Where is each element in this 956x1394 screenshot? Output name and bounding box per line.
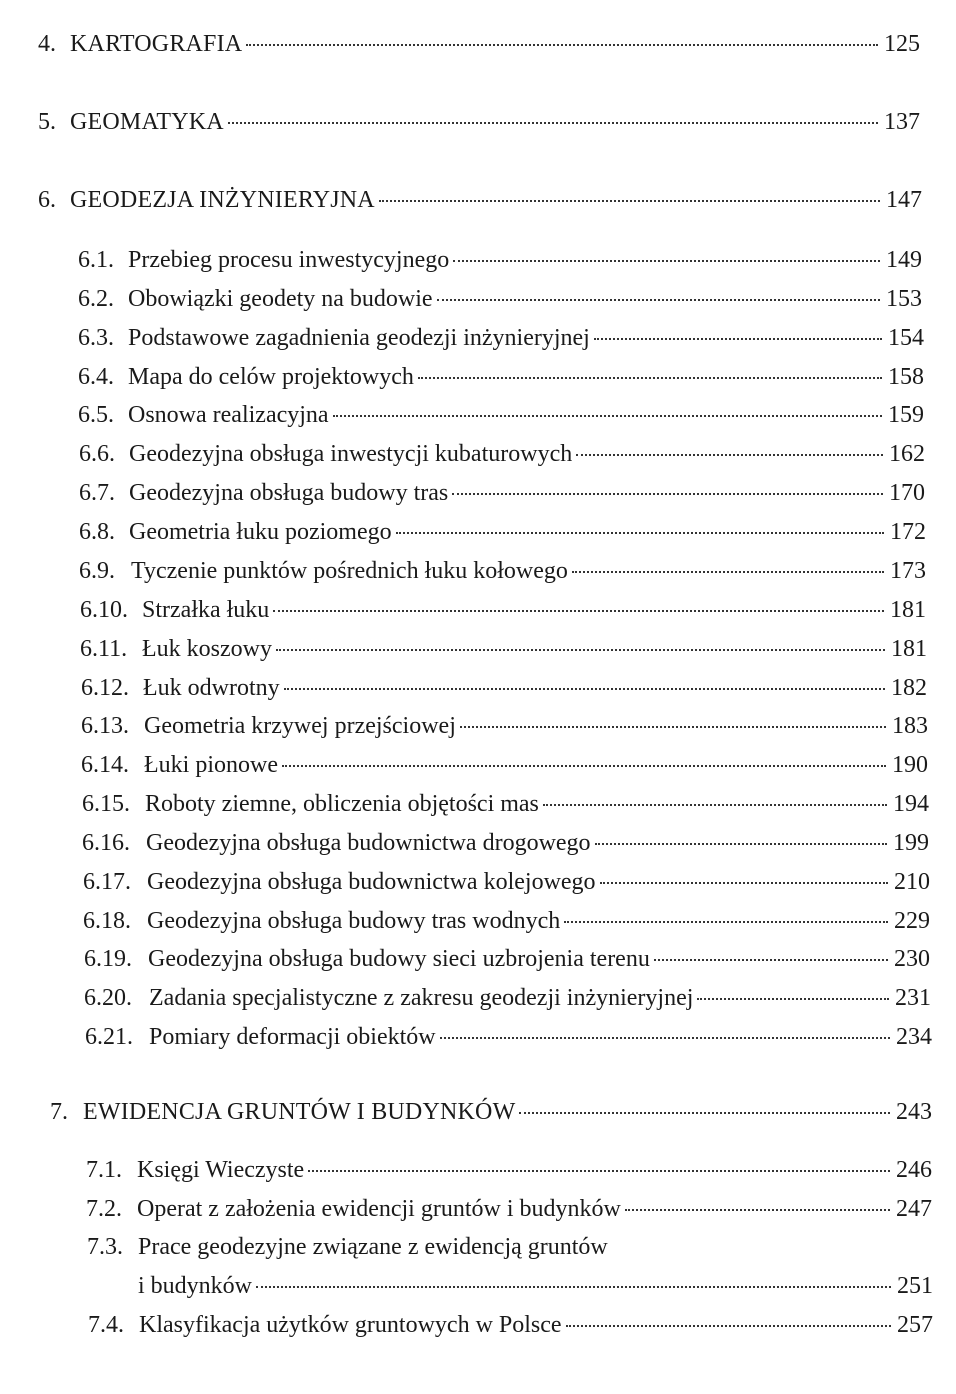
toc-entry-number: 6.16.	[82, 830, 130, 856]
toc-entry-page: 181	[890, 597, 926, 623]
toc-entry-page: 159	[888, 402, 924, 428]
dot-leader	[594, 338, 882, 340]
toc-entry-page: 246	[896, 1157, 932, 1183]
toc-entry-title: Strzałka łuku	[142, 597, 270, 623]
toc-entry-number: 6.7.	[79, 480, 115, 506]
toc-entry-number: 6.20.	[84, 985, 132, 1011]
dot-leader	[572, 571, 884, 573]
dot-leader	[333, 415, 882, 417]
toc-chapter[interactable]	[38, 186, 922, 214]
toc-entry-title: Przebieg procesu inwestycyjnego	[128, 247, 450, 273]
toc-entry-title: Pomiary deformacji obiektów	[149, 1024, 436, 1050]
toc-entry-title: Klasyfikacja użytków gruntowych w Polsce	[139, 1312, 562, 1338]
toc-entry-title: Geodezyjna obsługa budowy tras	[129, 480, 449, 506]
dot-leader	[460, 726, 886, 728]
toc-entry-page: 194	[893, 791, 929, 817]
toc-entry-number: 6.3.	[78, 325, 114, 351]
toc-chapter[interactable]	[50, 1098, 932, 1126]
toc-entry[interactable]	[86, 1156, 932, 1184]
toc-entry-number: 6.5.	[78, 402, 114, 428]
dot-leader	[273, 610, 884, 612]
toc-entry-page: 170	[889, 480, 925, 506]
toc-entry-page: 125	[884, 31, 920, 57]
toc-entry-title: Geodezyjna obsługa budownictwa kolejowego	[147, 869, 596, 895]
dot-leader	[440, 1037, 890, 1039]
toc-entry-title: Księgi Wieczyste	[137, 1157, 305, 1183]
dot-leader	[437, 299, 880, 301]
toc-entry[interactable]	[78, 401, 924, 429]
toc-entry-number: 6.11.	[80, 636, 128, 662]
dot-leader	[519, 1112, 890, 1114]
toc-entry-page: 229	[894, 908, 930, 934]
dot-leader	[654, 959, 888, 961]
toc-entry[interactable]	[85, 1023, 932, 1051]
toc-entry[interactable]	[82, 829, 929, 857]
toc-entry-number: 5.	[38, 109, 56, 135]
toc-entry-number: 6.17.	[83, 869, 131, 895]
toc-entry[interactable]	[80, 635, 927, 663]
toc-entry-number: 6.10.	[80, 597, 128, 623]
toc-entry-title: Geodezyjna obsługa budowy tras wodnych	[147, 908, 561, 934]
toc-entry-title: Geometria łuku poziomego	[129, 519, 392, 545]
dot-leader	[595, 843, 887, 845]
toc-entry-title: GEODEZJA INŻYNIERYJNA	[70, 187, 375, 213]
toc-entry-title: Tyczenie punktów pośrednich łuku kołowego	[131, 558, 568, 584]
dot-leader	[256, 1286, 891, 1288]
toc-entry-page: 181	[891, 636, 927, 662]
toc-entry-page: 154	[888, 325, 924, 351]
dot-leader	[282, 765, 886, 767]
dot-leader	[566, 1325, 891, 1327]
toc-entry[interactable]	[86, 1195, 932, 1223]
toc-entry-page: 149	[886, 247, 922, 273]
toc-entry-number: 6.18.	[83, 908, 131, 934]
toc-entry[interactable]	[84, 945, 930, 973]
toc-entry[interactable]	[82, 790, 929, 818]
toc-entry-page: 251	[897, 1273, 933, 1299]
toc-entry-page: 173	[890, 558, 926, 584]
toc-entry-page: 190	[892, 752, 928, 778]
toc-entry-number: 6.6.	[79, 441, 115, 467]
dot-leader	[396, 532, 884, 534]
toc-entry-number: 6.15.	[82, 791, 130, 817]
toc-entry-number: 6.2.	[78, 286, 114, 312]
toc-entry[interactable]	[79, 440, 925, 468]
toc-entry-number: 6.14.	[81, 752, 129, 778]
toc-entry-number: 6.21.	[85, 1024, 133, 1050]
toc-entry-page: 147	[886, 187, 922, 213]
toc-entry-page: 137	[884, 109, 920, 135]
toc-entry[interactable]	[81, 751, 928, 779]
toc-entry-number: 7.2.	[86, 1196, 122, 1222]
dot-leader	[308, 1170, 890, 1172]
toc-entry-number: 6.8.	[79, 519, 115, 545]
toc-entry-page: 153	[886, 286, 922, 312]
toc-entry-number: 7.3.	[87, 1234, 123, 1260]
toc-entry-number: 6.9.	[79, 558, 115, 584]
toc-entry-number: 7.1.	[86, 1157, 122, 1183]
toc-entry-number: 6.12.	[81, 675, 129, 701]
toc-entry-page: 172	[890, 519, 926, 545]
toc-entry-title: Prace geodezyjne związane z ewidencją gruntów	[138, 1234, 608, 1260]
toc-entry-page: 243	[896, 1099, 932, 1125]
toc-entry-number: 7.4.	[88, 1312, 124, 1338]
dot-leader	[246, 44, 878, 46]
toc-entry-number: 6.4.	[78, 364, 114, 390]
toc-entry-title: Zadania specjalistyczne z zakresu geodezji inżynieryjnej	[149, 985, 694, 1011]
toc-entry[interactable]	[88, 1311, 933, 1339]
toc-entry-title: Osnowa realizacyjna	[128, 402, 329, 428]
toc-entry[interactable]	[79, 479, 925, 507]
toc-entry-number: 6.	[38, 187, 56, 213]
toc-entry[interactable]	[84, 984, 931, 1012]
toc-entry-page: 230	[894, 946, 930, 972]
toc-entry[interactable]	[80, 596, 926, 624]
toc-entry-title: Operat z założenia ewidencji gruntów i budynków	[137, 1196, 621, 1222]
toc-entry-page: 231	[895, 985, 931, 1011]
toc-chapter[interactable]	[38, 30, 920, 58]
dot-leader	[564, 921, 888, 923]
toc-entry-number: 7.	[50, 1099, 68, 1125]
toc-entry[interactable]	[81, 674, 927, 702]
toc-entry-title: Geodezyjna obsługa budownictwa drogowego	[146, 830, 591, 856]
dot-leader	[625, 1209, 890, 1211]
toc-entry-page: 257	[897, 1312, 933, 1338]
toc-entry[interactable]	[79, 518, 926, 546]
toc-entry-number: 6.19.	[84, 946, 132, 972]
toc-entry-title: Łuk koszowy	[142, 636, 272, 662]
toc-entry-title: Mapa do celów projektowych	[128, 364, 414, 390]
toc-entry[interactable]	[78, 246, 922, 274]
toc-entry-page: 182	[891, 675, 927, 701]
toc-entry-title: Geodezyjna obsługa inwestycji kubaturowych	[129, 441, 573, 467]
toc-entry-title: Łuki pionowe	[144, 752, 278, 778]
toc-entry-title: GEOMATYKA	[70, 109, 224, 135]
toc-entry[interactable]	[78, 324, 924, 352]
dot-leader	[697, 998, 889, 1000]
toc-entry[interactable]	[81, 712, 928, 740]
dot-leader	[543, 804, 887, 806]
toc-entry-page: 199	[893, 830, 929, 856]
toc-entry-title: EWIDENCJA GRUNTÓW I BUDYNKÓW	[83, 1099, 516, 1125]
toc-entry[interactable]	[79, 557, 926, 585]
dot-leader	[418, 377, 882, 379]
toc-chapter[interactable]	[38, 108, 920, 136]
dot-leader	[228, 122, 878, 124]
toc-entry-page: 210	[894, 869, 930, 895]
toc-entry-title: Geometria krzywej przejściowej	[144, 713, 456, 739]
toc-entry-page: 247	[896, 1196, 932, 1222]
dot-leader	[453, 260, 880, 262]
toc-entry-page: 234	[896, 1024, 932, 1050]
toc-entry-page: 158	[888, 364, 924, 390]
toc-entry[interactable]	[78, 285, 922, 313]
toc-entry-first-line	[87, 1233, 608, 1261]
toc-entry-title-continuation: i budynków	[138, 1273, 252, 1299]
dot-leader	[379, 200, 880, 202]
dot-leader	[276, 649, 885, 651]
toc-entry-title: KARTOGRAFIA	[70, 31, 243, 57]
toc-entry-title: Łuk odwrotny	[143, 675, 280, 701]
dot-leader	[600, 882, 888, 884]
dot-leader	[284, 688, 885, 690]
dot-leader	[452, 493, 883, 495]
toc-entry-number: 4.	[38, 31, 56, 57]
toc-entry-title: Obowiązki geodety na budowie	[128, 286, 433, 312]
toc-entry-title: Roboty ziemne, obliczenia objętości mas	[145, 791, 539, 817]
toc-entry-number: 6.13.	[81, 713, 129, 739]
toc-entry[interactable]	[83, 907, 930, 935]
toc-entry-page: 183	[892, 713, 928, 739]
toc-entry[interactable]	[78, 363, 924, 391]
toc-entry-title: Geodezyjna obsługa budowy sieci uzbrojenia terenu	[148, 946, 650, 972]
toc-entry-title: Podstawowe zagadnienia geodezji inżynieryjnej	[128, 325, 590, 351]
dot-leader	[576, 454, 883, 456]
toc-entry[interactable]	[83, 868, 930, 896]
toc-entry-page: 162	[889, 441, 925, 467]
toc-entry[interactable]	[138, 1272, 933, 1300]
toc-entry-number: 6.1.	[78, 247, 114, 273]
